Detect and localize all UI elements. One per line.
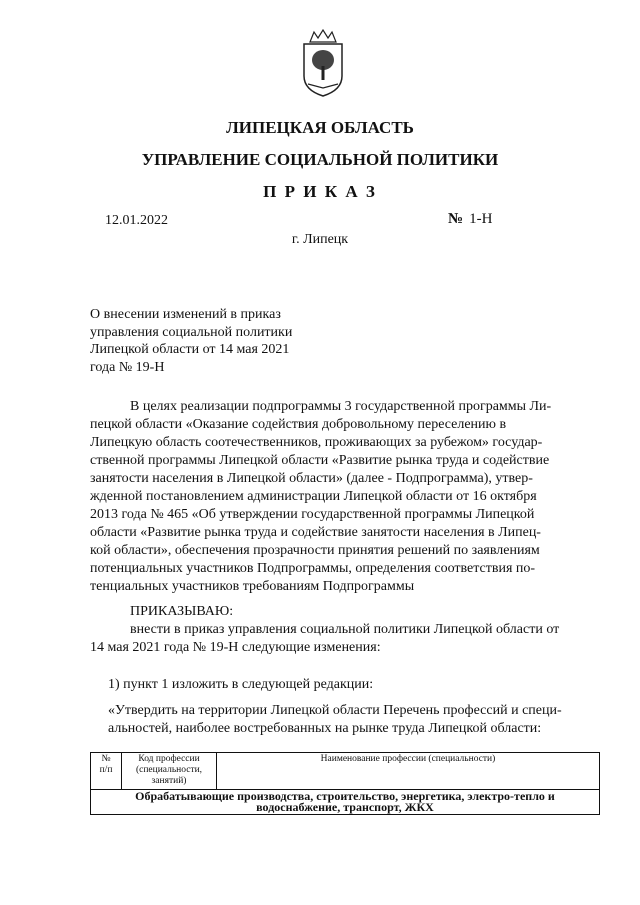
header-cell-number: № п/п — [91, 753, 122, 790]
number-value: 1-Н — [469, 211, 493, 227]
text-line: внести в приказ управления социальной политики Липецкой области от — [130, 622, 560, 637]
text-line: ственной программы Липецкой области «Развитие рынка труда и содействие — [90, 453, 550, 468]
doc-type-title: П Р И К А З — [263, 182, 377, 201]
coat-of-arms-icon — [300, 28, 346, 98]
number-sign: № — [448, 211, 464, 227]
text-line: 14 мая 2021 года № 19-Н следующие изменения: — [90, 640, 381, 655]
text-line: пецкой области «Оказание содействия добровольному переселению в — [90, 417, 507, 432]
professions-table — [90, 752, 600, 815]
table-section-row — [91, 790, 600, 815]
text-line: «Утвердить на территории Липецкой области Перечень профессий и специ- — [108, 703, 562, 718]
text-line: жденной постановлением администрации Липецкой области от 16 октября — [90, 489, 537, 504]
region-title: ЛИПЕЦКАЯ ОБЛАСТЬ — [226, 118, 414, 137]
text-line: В целях реализации подпрограммы 3 государственной программы Ли- — [130, 399, 552, 414]
quote-paragraph — [108, 702, 600, 738]
subject-line: О внесении изменений в приказ — [90, 307, 281, 322]
table-header-row — [91, 753, 600, 790]
preamble-paragraph — [90, 398, 598, 596]
department-title: УПРАВЛЕНИЕ СОЦИАЛЬНОЙ ПОЛИТИКИ — [141, 150, 499, 169]
subject-line: года № 19-Н — [90, 359, 165, 375]
text-line: области «Развитие рынка труда и содействие занятости населения в Липец- — [90, 525, 541, 540]
text-line: Липецкую область соотечественников, проживающих за рубежом» государ- — [90, 435, 543, 450]
text-line: занятости населения в Липецкой области» (далее - Подпрограмма), утвер- — [90, 471, 533, 486]
header-cell-code: Код профессии (специальности, занятий) — [122, 753, 217, 790]
header-cell-name: Наименование профессии (специальности) — [217, 753, 600, 790]
order-word: ПРИКАЗЫВАЮ: — [130, 604, 234, 619]
text-line: потенциальных участников Подпрограммы, определения соответствия по- — [90, 561, 536, 576]
text-line: кой области», обеспечения прозрачности принятия решений по заявлениям — [90, 543, 540, 558]
subject-line: управления социальной политики — [90, 324, 293, 340]
order-subject — [90, 306, 292, 376]
text-line: альностей, наиболее востребованных на рынке труда Липецкой области: — [108, 721, 542, 736]
subject-line: Липецкой области от 14 мая 2021 — [90, 342, 290, 357]
text-line: тенциальных участников требованиям Подпрограммы — [90, 579, 415, 594]
text-line: 2013 года № 465 «Об утверждении государственной программы Липецкой — [90, 507, 535, 522]
item-1: 1) пункт 1 изложить в следующей редакции: — [108, 677, 374, 692]
order-date: 12.01.2022 — [105, 213, 168, 228]
section-cell: Обрабатывающие производства, строительство, энергетика, электро-тепло и водоснабжение, транспорт, ЖКХ — [91, 790, 600, 815]
city: г. Липецк — [291, 232, 349, 247]
order-number — [448, 211, 492, 228]
order-clause — [90, 603, 598, 657]
